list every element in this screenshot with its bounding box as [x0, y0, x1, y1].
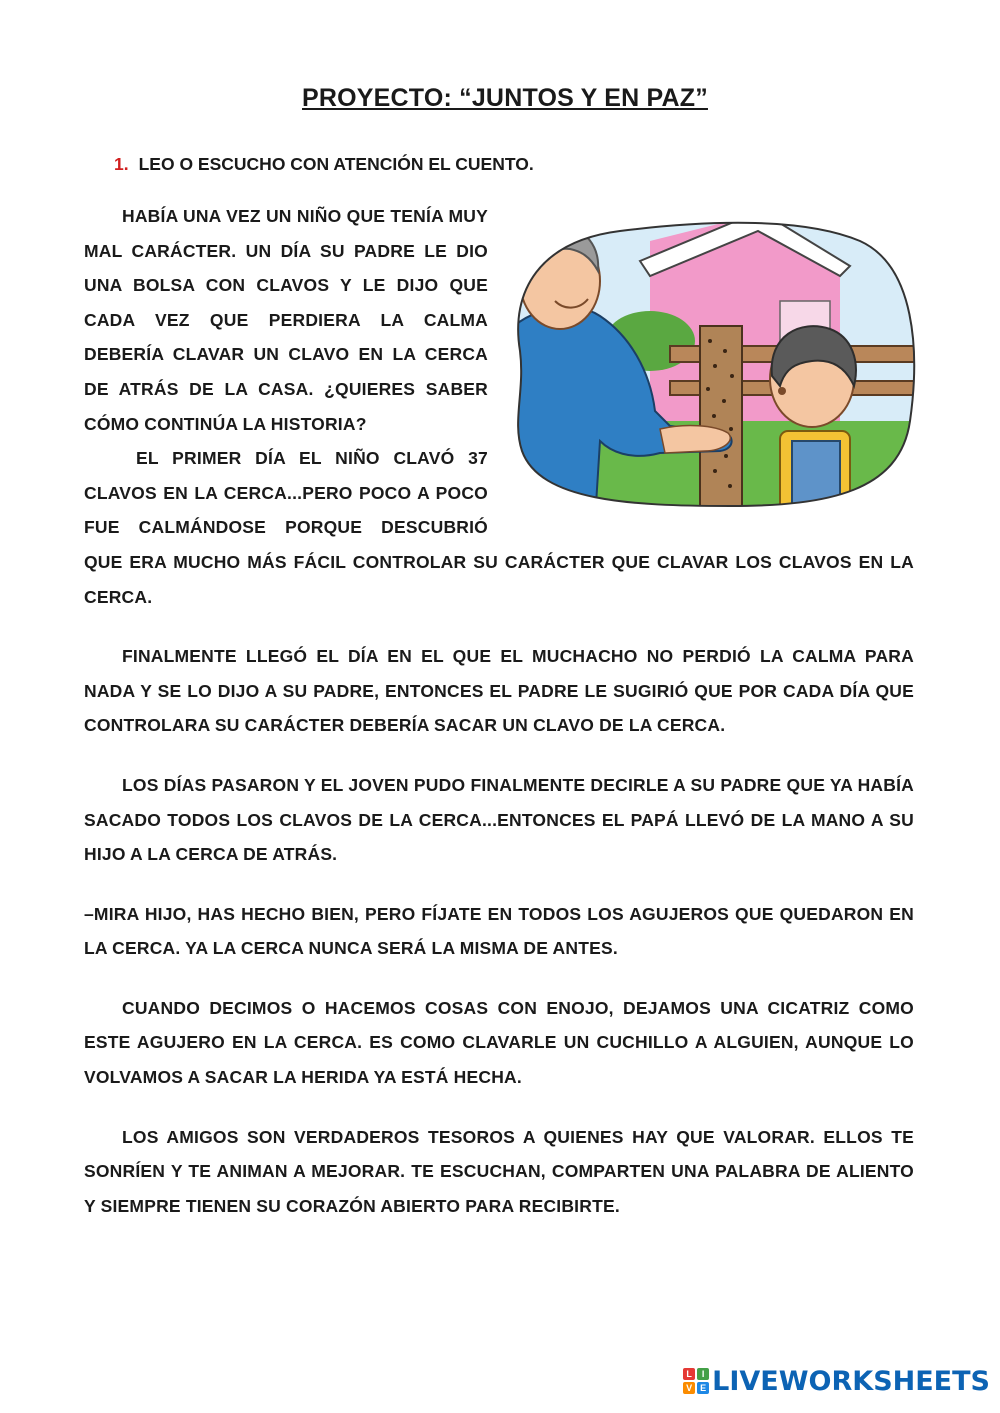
story-paragraph: LOS DÍAS PASARON Y EL JOVEN PUDO FINALMENTE DECIRLE A SU PADRE QUE YA HABÍA SACADO TODOS LOS CLAVOS DE LA CERCA...ENTONCES EL PAPÁ LLEVÓ DE LA MANO A SU HIJO A LA CERCA DE ATRÁS. — [84, 774, 914, 865]
story-paragraph: EL PRIMER DÍA EL NIÑO CLAVÓ 37 CLAVOS EN LA CERCA...PERO POCO A POCO FUE CALMÁNDOSE PORQUE DESCUBRIÓ QUE ERA MUCHO MÁS FÁCIL CONTROLAR SU CARÁCTER QUE CLAVAR LOS CLAVOS EN LA CERCA. — [84, 448, 914, 607]
page-title: PROYECTO: “JUNTOS Y EN PAZ” — [302, 84, 708, 112]
instruction-line — [114, 154, 534, 175]
logo-grid-icon: L I V E — [683, 1368, 709, 1394]
story-paragraph: LOS AMIGOS SON VERDADEROS TESOROS A QUIENES HAY QUE VALORAR. ELLOS TE SONRÍEN Y TE ANIMAN A MEJORAR. TE ESCUCHAN, COMPARTEN UNA PALABRA DE ALIENTO Y SIEMPRE TIENEN SU CORAZÓN ABIERTO PARA RECIBIRTE. — [84, 1126, 914, 1216]
story-text — [84, 199, 914, 1223]
liveworksheets-logo[interactable] — [683, 1363, 990, 1399]
instruction-text: LEO O ESCUCHO CON ATENCIÓN EL CUENTO. — [138, 154, 534, 174]
father-son-fence-illustration — [500, 201, 920, 521]
story-paragraph: FINALMENTE LLEGÓ EL DÍA EN EL QUE EL MUCHACHO NO PERDIÓ LA CALMA PARA NADA Y SE LO DIJO A SU PADRE, ENTONCES EL PADRE LE SUGIRIÓ QUE POR CADA DÍA QUE CONTROLARA SU CARÁCTER DEBERÍA SACAR UN CLAVO DE LA CERCA. — [84, 646, 914, 736]
story-paragraph: –MIRA HIJO, HAS HECHO BIEN, PERO FÍJATE EN TODOS LOS AGUJEROS QUE QUEDARON EN LA CERCA. YA LA CERCA NUNCA SERÁ LA MISMA DE ANTES. — [84, 903, 914, 959]
story-paragraph: HABÍA UNA VEZ UN NIÑO QUE TENÍA MUY MAL CARÁCTER. UN DÍA SU PADRE LE DIO UNA BOLSA CON CLAVOS Y LE DIJO QUE CADA VEZ QUE PERDIERA LA CALMA DEBERÍA CLAVAR UN CLAVO EN LA CERCA DE ATRÁS DE LA CASA. ¿QUIERES SABER CÓMO CONTINÚA LA HISTORIA? — [84, 206, 488, 434]
instruction-number: 1. — [114, 154, 129, 174]
story-paragraph: CUANDO DECIMOS O HACEMOS COSAS CON ENOJO, DEJAMOS UNA CICATRIZ COMO ESTE AGUJERO EN LA CERCA. ES COMO CLAVARLE UN CUCHILLO A ALGUIEN, AUNQUE LO VOLVAMOS A SACAR LA HERIDA YA ESTÁ HECHA. — [84, 997, 914, 1088]
logo-text: LIVEWORKSHEETS — [712, 1365, 990, 1397]
